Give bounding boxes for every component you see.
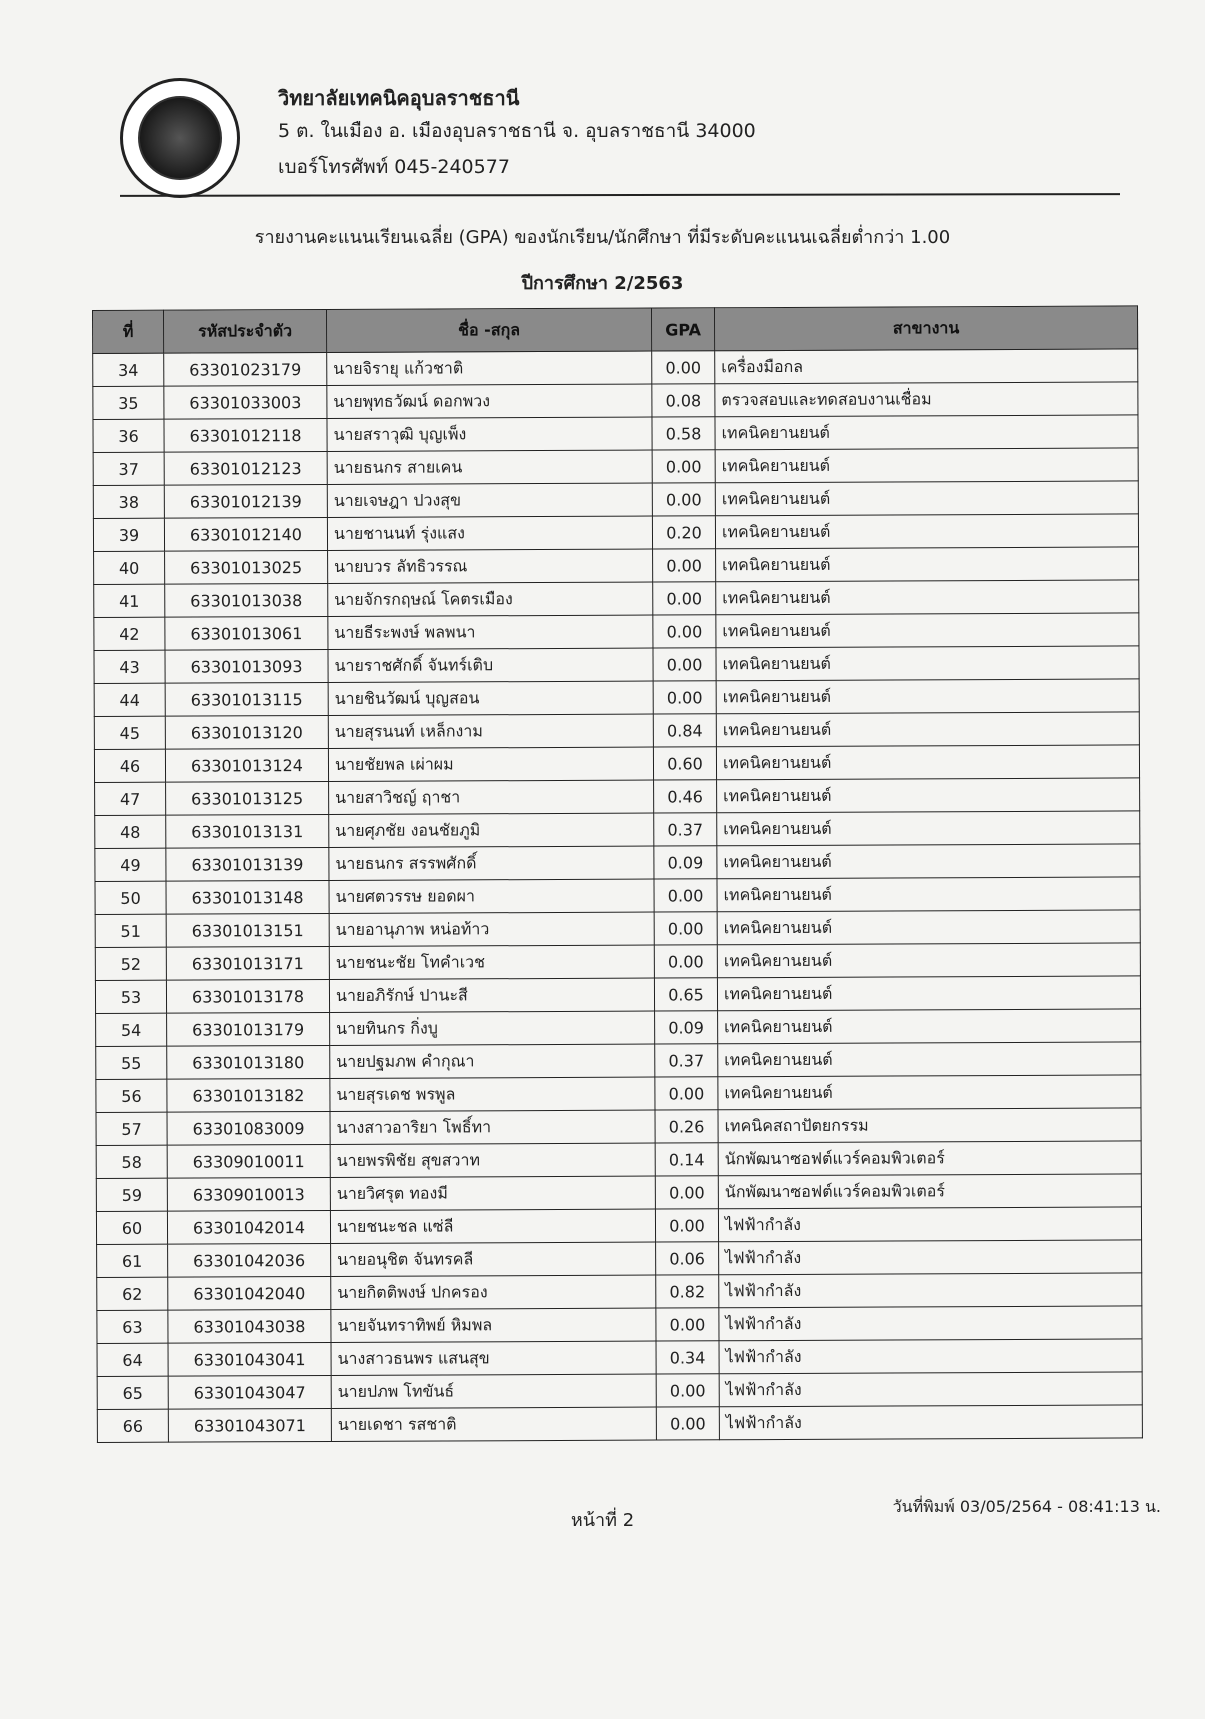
cell-name: นายสุรเดช พรพูล: [330, 1077, 655, 1111]
cell-student-id: 63301043047: [168, 1375, 331, 1409]
cell-gpa: 0.00: [653, 582, 716, 615]
cell-name: นายพุทธวัฒน์ ดอกพวง: [327, 384, 652, 418]
cell-major: ไฟฟ้ากำลัง: [719, 1273, 1142, 1308]
cell-major: เทคนิคยานยนต์: [716, 613, 1139, 648]
cell-no: 49: [95, 848, 166, 881]
cell-name: นายศุภชัย งอนชัยภูมิ: [329, 813, 654, 847]
cell-student-id: 63301013139: [166, 847, 329, 881]
cell-major: เทคนิคยานยนต์: [717, 976, 1140, 1011]
cell-name: นางสาวธนพร แสนสุข: [331, 1341, 656, 1375]
cell-major: เทคนิคยานยนต์: [715, 514, 1138, 549]
cell-name: นายจิรายุ แก้วชาติ: [327, 351, 652, 385]
cell-no: 66: [97, 1409, 168, 1442]
cell-major: เทคนิคยานยนต์: [716, 712, 1139, 747]
cell-name: นายอนุชิต จันทรคลี: [331, 1242, 656, 1276]
cell-name: นายธนกร สายเคน: [327, 450, 652, 484]
cell-no: 45: [94, 716, 165, 749]
cell-no: 63: [97, 1310, 168, 1343]
table-row: [94, 712, 1139, 750]
cell-name: นายจันทราทิพย์ หิมพล: [331, 1308, 656, 1342]
header-col-student-id: รหัสประจำตัว: [164, 309, 327, 353]
cell-no: 62: [97, 1277, 168, 1310]
cell-no: 37: [93, 452, 164, 485]
academic-year: ปีการศึกษา 2/2563: [521, 273, 684, 294]
table-row: [96, 1108, 1141, 1146]
cell-gpa: 0.00: [653, 648, 716, 681]
cell-gpa: 0.00: [652, 351, 715, 384]
table-row: [95, 877, 1140, 915]
cell-gpa: 0.60: [653, 747, 716, 780]
cell-student-id: 63301013025: [165, 550, 328, 584]
cell-no: 61: [97, 1244, 168, 1277]
cell-gpa: 0.00: [656, 1407, 719, 1440]
table-row: [97, 1339, 1142, 1377]
cell-student-id: 63301013178: [166, 979, 329, 1013]
cell-student-id: 63301023179: [164, 352, 327, 386]
cell-major: เทคนิคยานยนต์: [716, 547, 1139, 582]
cell-student-id: 63301013124: [165, 748, 328, 782]
cell-name: นายบวร ลัทธิวรรณ: [328, 549, 653, 583]
cell-student-id: 63301013115: [165, 682, 328, 716]
cell-no: 40: [94, 551, 165, 584]
cell-no: 57: [96, 1112, 167, 1145]
cell-student-id: 63301042040: [168, 1276, 331, 1310]
cell-no: 41: [94, 584, 165, 617]
cell-student-id: 63301013131: [166, 814, 329, 848]
cell-no: 48: [95, 815, 166, 848]
cell-student-id: 63301013151: [166, 913, 329, 947]
table-row: [96, 1174, 1141, 1212]
cell-no: 55: [96, 1046, 167, 1079]
table-row: [93, 448, 1138, 486]
cell-major: เครื่องมือกล: [715, 349, 1138, 384]
cell-major: นักพัฒนาซอฟต์แวร์คอมพิวเตอร์: [718, 1174, 1141, 1209]
cell-gpa: 0.09: [655, 1011, 718, 1044]
cell-no: 43: [94, 650, 165, 683]
cell-student-id: 63301013120: [165, 715, 328, 749]
cell-gpa: 0.37: [654, 813, 717, 846]
table-row: [97, 1306, 1142, 1344]
table-row: [93, 382, 1138, 420]
cell-name: นายชานนท์ รุ่งแสง: [327, 516, 652, 550]
cell-name: นายธนกร สรรพศักดิ์: [329, 846, 654, 880]
cell-student-id: 63301012139: [164, 484, 327, 518]
table-row: [97, 1372, 1142, 1410]
cell-major: เทคนิคยานยนต์: [715, 448, 1138, 483]
cell-gpa: 0.00: [656, 1308, 719, 1341]
cell-no: 39: [93, 518, 164, 551]
cell-gpa: 0.00: [653, 615, 716, 648]
cell-student-id: 63301013182: [167, 1078, 330, 1112]
cell-major: เทคนิคยานยนต์: [717, 811, 1140, 846]
cell-no: 58: [96, 1145, 167, 1178]
cell-name: นายทินกร กิ่งบู: [330, 1011, 655, 1045]
table-row: [95, 910, 1140, 948]
cell-gpa: 0.00: [652, 450, 715, 483]
cell-name: นายจักรกฤษณ์ โคตรเมือง: [328, 582, 653, 616]
header-col-name: ชื่อ -สกุล: [326, 308, 651, 352]
table-row: [94, 745, 1139, 783]
cell-major: เทคนิคยานยนต์: [716, 646, 1139, 681]
cell-no: 54: [96, 1013, 167, 1046]
cell-major: เทคนิคยานยนต์: [715, 415, 1138, 450]
cell-major: เทคนิคยานยนต์: [718, 1009, 1141, 1044]
cell-name: นายธีระพงษ์ พลพนา: [328, 615, 653, 649]
cell-major: เทคนิคยานยนต์: [716, 745, 1139, 780]
cell-gpa: 0.09: [654, 846, 717, 879]
cell-gpa: 0.00: [655, 1077, 718, 1110]
table-row: [95, 778, 1140, 816]
cell-student-id: 63309010013: [167, 1177, 330, 1211]
cell-student-id: 63301043041: [168, 1342, 331, 1376]
cell-name: นายพรพิชัย สุขสวาท: [330, 1143, 655, 1177]
table-row: [96, 1009, 1141, 1047]
table-row: [96, 1141, 1141, 1179]
college-name: วิทยาลัยเทคนิคอุบลราชธานี: [278, 86, 520, 110]
table-row: [95, 976, 1140, 1014]
cell-major: เทคนิคยานยนต์: [717, 778, 1140, 813]
cell-no: 65: [97, 1376, 168, 1409]
cell-no: 36: [93, 419, 164, 452]
cell-gpa: 0.20: [652, 516, 715, 549]
cell-gpa: 0.58: [652, 417, 715, 450]
cell-major: ไฟฟ้ากำลัง: [719, 1339, 1142, 1374]
report-title: รายงานคะแนนเรียนเฉลี่ย (GPA) ของนักเรียน/นักศึกษา ที่มีระดับคะแนนเฉลี่ยต่ำกว่า 1.00: [254, 227, 951, 248]
cell-name: นายสราวุฒิ บุญเพ็ง: [327, 417, 652, 451]
cell-no: 34: [93, 353, 164, 386]
cell-major: เทคนิคสถาปัตยกรรม: [718, 1108, 1141, 1143]
header-col-no: ที่: [93, 310, 164, 353]
table-row: [93, 481, 1138, 519]
cell-student-id: 63309010011: [167, 1144, 330, 1178]
cell-no: 46: [94, 749, 165, 782]
cell-no: 47: [95, 782, 166, 815]
cell-name: นายอานุภาพ หน่อท้าว: [329, 912, 654, 946]
college-seal-logo: [120, 78, 240, 198]
cell-major: เทคนิคยานยนต์: [717, 877, 1140, 912]
cell-no: 42: [94, 617, 165, 650]
cell-major: เทคนิคยานยนต์: [715, 481, 1138, 516]
cell-name: นายชนะชล แซ่ลี: [330, 1209, 655, 1243]
cell-student-id: 63301013061: [165, 616, 328, 650]
table-row: [95, 844, 1140, 882]
cell-gpa: 0.08: [652, 384, 715, 417]
cell-gpa: 0.00: [654, 912, 717, 945]
cell-major: เทคนิคยานยนต์: [717, 844, 1140, 879]
header-divider: [120, 193, 1120, 197]
cell-name: นายเจษฎา ปวงสุข: [327, 483, 652, 517]
gpa-table: [92, 305, 1143, 1443]
college-phone: เบอร์โทรศัพท์ 045-240577: [278, 156, 510, 178]
cell-gpa: 0.00: [654, 945, 717, 978]
cell-student-id: 63301013038: [165, 583, 328, 617]
table-row: [96, 1042, 1141, 1080]
cell-name: นายชินวัฒน์ บุญสอน: [328, 681, 653, 715]
table-row: [94, 613, 1139, 651]
cell-no: 64: [97, 1343, 168, 1376]
table-row: [93, 349, 1138, 387]
table-row: [95, 811, 1140, 849]
cell-name: นายอภิรักษ์ ปานะสี: [329, 978, 654, 1012]
table-body: [93, 349, 1143, 1443]
cell-no: 38: [93, 485, 164, 518]
cell-gpa: 0.34: [656, 1341, 719, 1374]
cell-student-id: 63301042014: [167, 1210, 330, 1244]
cell-student-id: 63301013148: [166, 880, 329, 914]
cell-major: ไฟฟ้ากำลัง: [719, 1372, 1142, 1407]
cell-major: ไฟฟ้ากำลัง: [719, 1306, 1142, 1341]
cell-no: 52: [95, 947, 166, 980]
table-row: [96, 1207, 1141, 1245]
cell-student-id: 63301013180: [167, 1045, 330, 1079]
cell-gpa: 0.46: [654, 780, 717, 813]
cell-name: นายศตวรรษ ยอดผา: [329, 879, 654, 913]
print-date: วันที่พิมพ์ 03/05/2564 - 08:41:13 น.: [892, 1497, 1161, 1516]
cell-student-id: 63301043038: [168, 1309, 331, 1343]
cell-major: ไฟฟ้ากำลัง: [718, 1207, 1141, 1242]
cell-student-id: 63301012140: [164, 517, 327, 551]
table-row: [97, 1273, 1142, 1311]
cell-student-id: 63301013171: [166, 946, 329, 980]
cell-student-id: 63301013125: [166, 781, 329, 815]
cell-major: ไฟฟ้ากำลัง: [719, 1405, 1142, 1440]
cell-gpa: 0.00: [655, 1176, 718, 1209]
table-row: [96, 1075, 1141, 1113]
cell-major: เทคนิคยานยนต์: [717, 910, 1140, 945]
cell-name: นายราชศักดิ์ จันทร์เติบ: [328, 648, 653, 682]
header-col-major: สาขางาน: [714, 306, 1137, 351]
cell-gpa: 0.00: [653, 681, 716, 714]
cell-name: นายชนะชัย โทคำเวช: [329, 945, 654, 979]
cell-name: นายชัยพล เผ่าผม: [328, 747, 653, 781]
cell-major: เทคนิคยานยนต์: [716, 580, 1139, 615]
cell-gpa: 0.37: [655, 1044, 718, 1077]
seal-emblem-icon: [138, 96, 222, 180]
cell-major: เทคนิคยานยนต์: [716, 679, 1139, 714]
cell-major: ตรวจสอบและทดสอบงานเชื่อม: [715, 382, 1138, 417]
college-address: 5 ต. ในเมือง อ. เมืองอุบลราชธานี จ. อุบลราชธานี 34000: [278, 120, 756, 142]
cell-student-id: 63301013179: [167, 1012, 330, 1046]
table-row: [94, 646, 1139, 684]
table-row: [97, 1240, 1142, 1278]
cell-name: นายสาวิชญ์ ฤาชา: [329, 780, 654, 814]
cell-student-id: 63301012123: [164, 451, 327, 485]
cell-no: 53: [95, 980, 166, 1013]
cell-no: 56: [96, 1079, 167, 1112]
cell-gpa: 0.82: [656, 1275, 719, 1308]
cell-gpa: 0.84: [653, 714, 716, 747]
cell-name: นายปฐมภพ คำกุณา: [330, 1044, 655, 1078]
cell-name: นางสาวอาริยา โพธิ์ทา: [330, 1110, 655, 1144]
cell-student-id: 63301012118: [164, 418, 327, 452]
cell-gpa: 0.26: [655, 1110, 718, 1143]
cell-name: นายสุรนนท์ เหล็กงาม: [328, 714, 653, 748]
cell-major: เทคนิคยานยนต์: [718, 1075, 1141, 1110]
cell-student-id: 63301083009: [167, 1111, 330, 1145]
cell-name: นายกิตติพงษ์ ปกครอง: [331, 1275, 656, 1309]
cell-major: เทคนิคยานยนต์: [717, 943, 1140, 978]
cell-gpa: 0.65: [654, 978, 717, 1011]
cell-major: เทคนิคยานยนต์: [718, 1042, 1141, 1077]
cell-gpa: 0.00: [652, 483, 715, 516]
table-row: [94, 679, 1139, 717]
cell-student-id: 63301033003: [164, 385, 327, 419]
page-number: หน้าที่ 2: [570, 1510, 635, 1531]
cell-gpa: 0.00: [654, 879, 717, 912]
table-row: [94, 580, 1139, 618]
cell-gpa: 0.14: [655, 1143, 718, 1176]
cell-no: 51: [95, 914, 166, 947]
cell-gpa: 0.00: [655, 1209, 718, 1242]
cell-no: 60: [96, 1211, 167, 1244]
cell-major: นักพัฒนาซอฟต์แวร์คอมพิวเตอร์: [718, 1141, 1141, 1176]
cell-no: 44: [94, 683, 165, 716]
table-row: [97, 1405, 1142, 1443]
cell-no: 59: [96, 1178, 167, 1211]
cell-name: นายวิศรุต ทองมี: [330, 1176, 655, 1210]
cell-gpa: 0.06: [656, 1242, 719, 1275]
cell-student-id: 63301042036: [168, 1243, 331, 1277]
cell-gpa: 0.00: [653, 549, 716, 582]
table-row: [93, 514, 1138, 552]
table-header-row: [93, 306, 1138, 354]
table-row: [95, 943, 1140, 981]
cell-name: นายเดชา รสชาติ: [331, 1407, 656, 1441]
table-row: [94, 547, 1139, 585]
cell-no: 35: [93, 386, 164, 419]
cell-student-id: 63301013093: [165, 649, 328, 683]
header-col-gpa: GPA: [651, 308, 714, 351]
cell-no: 50: [95, 881, 166, 914]
cell-gpa: 0.00: [656, 1374, 719, 1407]
cell-name: นายปภพ โทขันธ์: [331, 1374, 656, 1408]
table-row: [93, 415, 1138, 453]
cell-major: ไฟฟ้ากำลัง: [719, 1240, 1142, 1275]
cell-student-id: 63301043071: [168, 1408, 331, 1442]
